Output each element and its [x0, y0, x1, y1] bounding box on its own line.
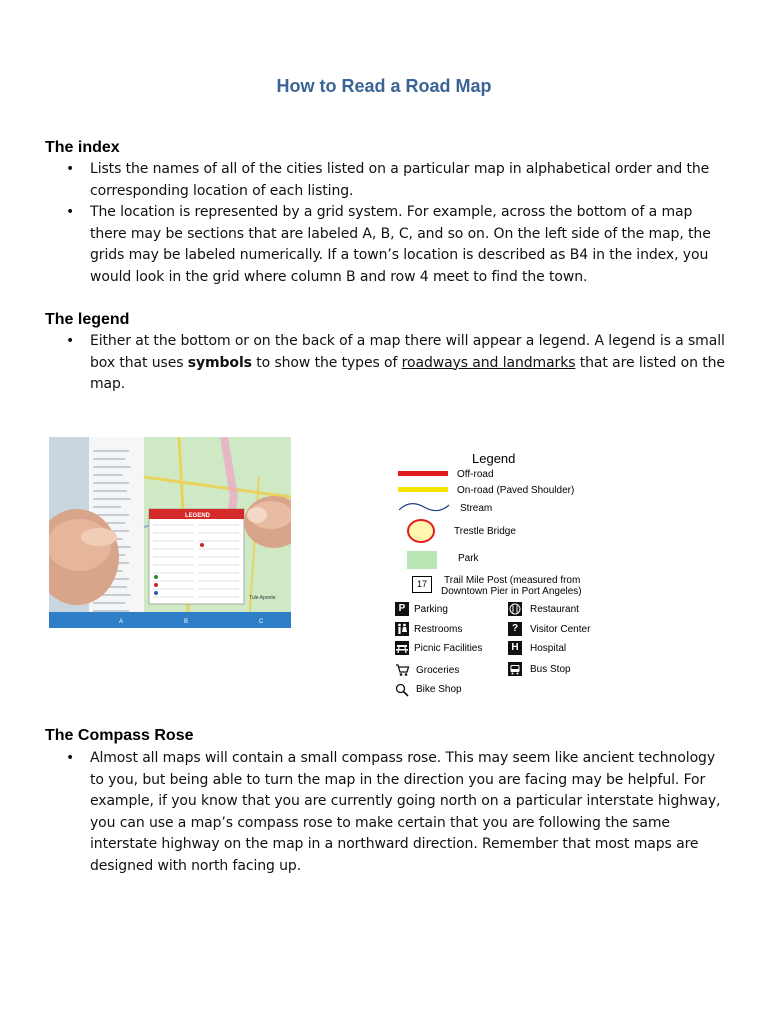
- stream-icon: [398, 501, 450, 513]
- onroad-label: On-road (Paved Shoulder): [457, 485, 575, 496]
- milepost-icon: 17: [412, 576, 432, 593]
- grid-label-b: B: [184, 619, 189, 625]
- legend-figure-title: Legend: [472, 451, 516, 466]
- grid-label-c: C: [259, 619, 264, 625]
- index-list: [66, 159, 728, 289]
- list-item: • Almost all maps will contain a small compass rose. This may seem like ancient technology to you, but being able to turn the map in the direction you are facing may be helpful. For example, if you know that you are currently going north on a particular interstate highway, you can use a map’s compass rose to make certain that you are following the same interstate highway on the map in a northward direction. Remember that most maps are designed with north facing up.: [66, 748, 728, 878]
- restaurant-label: Restaurant: [530, 604, 579, 615]
- index-heading: The index: [45, 139, 120, 156]
- picnic-label: Picnic Facilities: [414, 643, 483, 654]
- restrooms-label: Restrooms: [414, 624, 463, 635]
- trestle-bridge-icon: [407, 519, 435, 543]
- legend-heading: The legend: [45, 311, 130, 328]
- hospital-label: Hospital: [530, 643, 567, 654]
- bike-shop-label: Bike Shop: [416, 684, 462, 695]
- list-item: • The location is represented by a grid system. For example, across the bottom of a map there may be sections that are labeled A, B, C, and so on. On the left side of the map, the grids may be labeled numerically. If a town’s location is described as B4 in the index, you would look in the grid where column B and row 4 meet to find the town.: [66, 202, 728, 288]
- legend-bold-term: symbols: [187, 354, 252, 371]
- photo-legend-header: LEGEND: [185, 513, 211, 519]
- park-swatch: [407, 551, 437, 569]
- bus-stop-label: Bus Stop: [530, 664, 571, 675]
- legend-list: [66, 331, 728, 396]
- shopping-cart-icon: [395, 663, 410, 677]
- park-label: Park: [458, 553, 479, 564]
- hospital-icon: H: [508, 641, 522, 655]
- page-title: How to Read a Road Map: [276, 76, 492, 96]
- list-item: [66, 331, 728, 396]
- compass-heading: The Compass Rose: [45, 727, 194, 744]
- map-label: Tule Aponte: [249, 595, 276, 601]
- legend-figure: [390, 445, 610, 705]
- offroad-label: Off-road: [457, 469, 494, 480]
- milepost-label-line2: Downtown Pier in Port Angeles): [441, 586, 582, 597]
- milepost-label-line1: Trail Mile Post (measured from: [444, 575, 581, 586]
- map-photo-illustration: [49, 437, 291, 628]
- list-item: • Lists the names of all of the cities listed on a particular map in alphabetical order and the corresponding location of each listing.: [66, 159, 728, 202]
- visitor-center-label: Visitor Center: [530, 624, 591, 635]
- grid-label-a: A: [119, 619, 124, 625]
- bus-icon: [508, 662, 522, 676]
- restrooms-icon: [395, 622, 409, 636]
- offroad-swatch: [398, 471, 448, 476]
- visitor-center-icon: ?: [508, 622, 522, 636]
- restaurant-icon: [508, 602, 522, 616]
- map-photo: [49, 437, 291, 628]
- parking-label: Parking: [414, 604, 448, 615]
- legend-text-part: to show the types of: [251, 354, 402, 371]
- magnifier-icon: [395, 683, 410, 697]
- groceries-label: Groceries: [416, 665, 460, 676]
- compass-list: [66, 748, 728, 878]
- stream-label: Stream: [460, 503, 493, 514]
- onroad-swatch: [398, 487, 448, 492]
- legend-underlined-term: roadways and landmarks: [401, 354, 576, 371]
- legend-text-part: that are listed on the map.: [90, 354, 725, 393]
- legend-text-part: Either at the bottom or on the back of a map there will appear a legend. A legend is a small box that uses: [90, 333, 725, 371]
- parking-icon: P: [395, 602, 409, 616]
- trestle-label: Trestle Bridge: [454, 526, 516, 537]
- picnic-table-icon: [395, 641, 409, 655]
